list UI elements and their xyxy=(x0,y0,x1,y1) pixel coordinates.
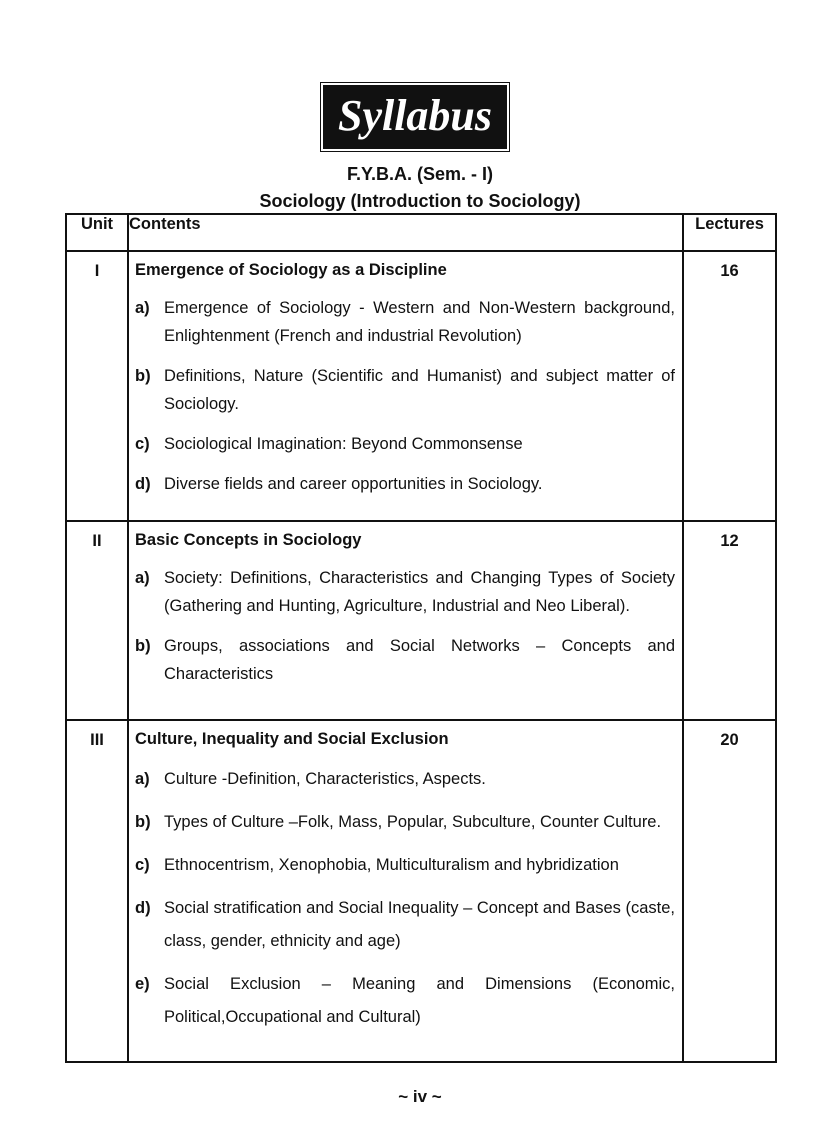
unit-title: Basic Concepts in Sociology xyxy=(135,531,362,549)
table-row-unit-3 xyxy=(66,720,776,1062)
item-text: Definitions, Nature (Scientific and Humanist) and subject matter of Sociology. xyxy=(164,367,675,413)
unit-title: Culture, Inequality and Social Exclusion xyxy=(135,730,449,748)
banner-title: Syllabus xyxy=(337,91,493,140)
list-item xyxy=(135,362,675,418)
list-item xyxy=(135,806,675,839)
list-item xyxy=(135,430,675,458)
header-unit: Unit xyxy=(66,214,128,251)
item-label: b) xyxy=(135,367,151,385)
list-item xyxy=(135,849,675,882)
unit-lectures: 12 xyxy=(683,521,776,720)
list-item xyxy=(135,470,675,498)
item-text: Groups, associations and Social Networks – Concepts and Characteristics xyxy=(164,637,675,683)
list-item xyxy=(135,294,675,350)
unit-number: III xyxy=(66,720,128,1062)
item-label: b) xyxy=(135,813,151,831)
unit-lectures: 20 xyxy=(683,720,776,1062)
item-text: Sociological Imagination: Beyond Commonsense xyxy=(164,435,523,453)
item-label: e) xyxy=(135,975,150,993)
table-header-row xyxy=(66,214,776,251)
header-contents: Contents xyxy=(128,214,683,251)
unit-number: I xyxy=(66,251,128,521)
subject-title: Sociology (Introduction to Sociology) xyxy=(259,191,581,211)
list-item xyxy=(135,632,675,688)
unit-contents xyxy=(128,521,683,720)
page-number: ~ iv ~ xyxy=(398,1087,442,1106)
item-text: Diverse fields and career opportunities in Sociology. xyxy=(164,475,543,493)
list-item xyxy=(135,968,675,1034)
item-label: c) xyxy=(135,856,150,874)
item-text: Ethnocentrism, Xenophobia, Multiculturalism and hybridization xyxy=(164,856,619,874)
course-title: F.Y.B.A. (Sem. - I) xyxy=(346,164,494,184)
item-label: b) xyxy=(135,637,151,655)
item-text: Emergence of Sociology - Western and Non-Western background, Enlightenment (French and industrial Revolution) xyxy=(164,299,675,345)
item-label: d) xyxy=(135,899,151,917)
list-item xyxy=(135,564,675,620)
syllabus-table xyxy=(65,213,777,1063)
item-label: a) xyxy=(135,770,150,788)
item-text: Social stratification and Social Inequality – Concept and Bases (caste, class, gender, ethnicity and age) xyxy=(164,899,675,950)
unit-contents xyxy=(128,720,683,1062)
unit-number: II xyxy=(66,521,128,720)
unit-contents xyxy=(128,251,683,521)
unit-lectures: 16 xyxy=(683,251,776,521)
header-lectures: Lectures xyxy=(683,214,776,251)
item-label: d) xyxy=(135,475,151,493)
item-text: Social Exclusion – Meaning and Dimensions (Economic, Political,Occupational and Cultural) xyxy=(164,975,675,1026)
list-item xyxy=(135,763,675,796)
table-row-unit-1 xyxy=(66,251,776,521)
table-row-unit-2 xyxy=(66,521,776,720)
list-item xyxy=(135,892,675,958)
item-text: Culture -Definition, Characteristics, Aspects. xyxy=(164,770,486,788)
unit-title: Emergence of Sociology as a Discipline xyxy=(135,261,447,279)
item-text: Society: Definitions, Characteristics and Changing Types of Society (Gathering and Hunting, Agriculture, Industrial and Neo Liberal). xyxy=(164,569,675,615)
syllabus-banner xyxy=(323,85,507,149)
item-label: c) xyxy=(135,435,150,453)
item-label: a) xyxy=(135,569,150,587)
item-text: Types of Culture –Folk, Mass, Popular, Subculture, Counter Culture. xyxy=(164,813,662,831)
item-label: a) xyxy=(135,299,150,317)
